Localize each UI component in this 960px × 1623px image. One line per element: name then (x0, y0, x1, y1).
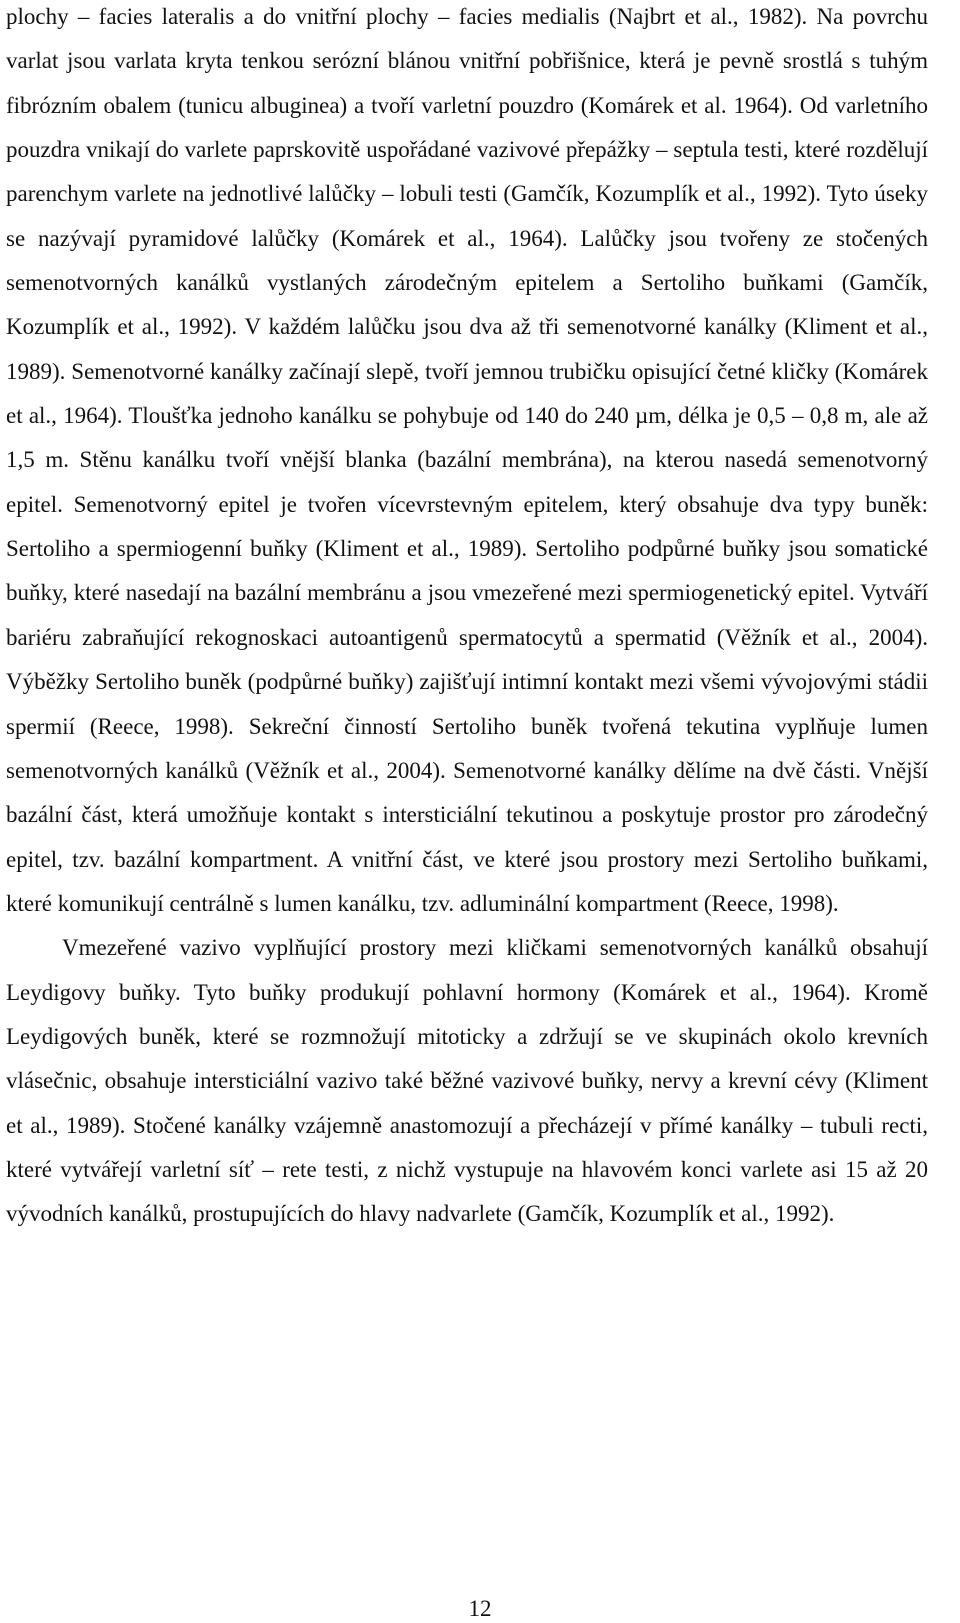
page-number: 12 (468, 1596, 492, 1621)
body-paragraph-1: plochy – facies lateralis a do vnitřní plochy – facies medialis (Najbrt et al., 1982). Na povrchu varlat jsou varlata kryta tenkou serózní blánou vnitřní pobřišnice, která je pevně srostlá s tuhým fibrózním obalem (tunicu albuginea) a tvoří varletní pouzdro (Komárek et al. 1964). Od varletního pouzdra vnikají do varlete paprskovitě uspořádané vazivové přepážky – septula testi, které rozdělují parenchym varlete na jednotlivé lalůčky – lobuli testi (Gamčík, Kozumplík et al., 1992). Tyto úseky se nazývají pyramidové lalůčky (Komárek et al., 1964). Lalůčky jsou tvořeny ze stočených semenotvorných kanálků vystlaných zárodečným epitelem a Sertoliho buňkami (Gamčík, Kozumplík et al., 1992). V každém lalůčku jsou dva až tři semenotvorné kanálky (Kliment et al., 1989). Semenotvorné kanálky začínají slepě, tvoří jemnou trubičku opisující četné kličky (Komárek et al., 1964). Tloušťka jednoho kanálku se pohybuje od 140 do 240 µm, délka je 0,5 – 0,8 m, ale až 1,5 m. Stěnu kanálku tvoří vnější blanka (bazální membrána), na kterou nasedá semenotvorný epitel. Semenotvorný epitel je tvořen vícevrstevným epitelem, který obsahuje dva typy buněk: Sertoliho a spermiogenní buňky (Kliment et al., 1989). Sertoliho podpůrné buňky jsou somatické buňky, které nasedají na bazální membránu a jsou vmezeřené mezi spermiogenetický epitel. Vytváří bariéru zabraňující rekognoskaci autoantigenů spermatocytů a spermatid (Věžník et al., 2004). Výběžky Sertoliho buněk (podpůrné buňky) zajišťují intimní kontakt mezi všemi vývojovými stádii spermií (Reece, 1998). Sekreční činností Sertoliho buněk tvořená tekutina vyplňuje lumen semenotvorných kanálků (Věžník et al., 2004). Semenotvorné kanálky dělíme na dvě části. Vnější bazální část, která umožňuje kontakt s intersticiální tekutinou a poskytuje prostor pro zárodečný epitel, tzv. bazální kompartment. A vnitřní část, ve které jsou prostory mezi Sertoliho buňkami, které komunikují centrálně s lumen kanálku, tzv. adluminální kompartment (Reece, 1998). (6, 4, 928, 916)
body-paragraph-2: Vmezeřené vazivo vyplňující prostory mezi kličkami semenotvorných kanálků obsahují Leydigovy buňky. Tyto buňky produkují pohlavní hormony (Komárek et al., 1964). Kromě Leydigových buněk, které se rozmnožují mitoticky a zdržují se ve skupinách okolo krevních vlásečnic, obsahuje intersticiální vazivo také běžné vazivové buňky, nervy a krevní cévy (Kliment et al., 1989). Stočené kanálky vzájemně anastomozují a přecházejí v přímé kanálky – tubuli recti, které vytvářejí varletní síť – rete testi, z nichž vystupuje na hlavovém konci varlete asi 15 až 20 vývodních kanálků, prostupujících do hlavy nadvarlete (Gamčík, Kozumplík et al., 1992). (6, 935, 928, 1227)
document-page (6, 0, 928, 1237)
